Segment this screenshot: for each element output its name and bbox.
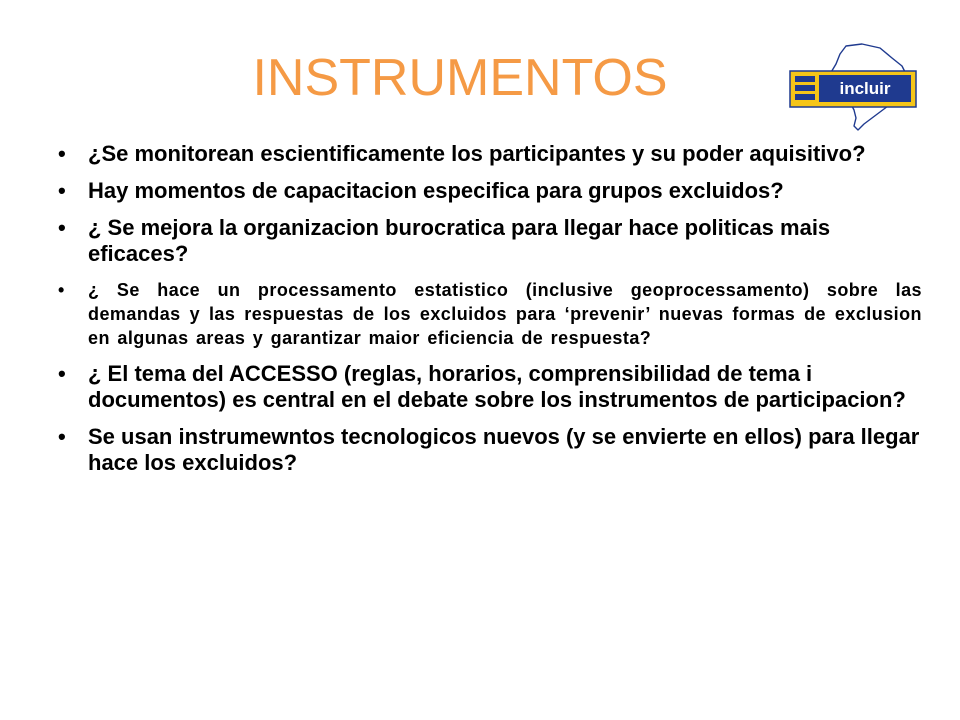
bullet-text: ¿Se monitorean escientificamente los participantes y su poder aquisitivo? xyxy=(88,141,866,166)
bullet-item xyxy=(52,361,922,413)
south-america-map-icon xyxy=(784,40,924,135)
bullet-dot: • xyxy=(58,424,66,449)
bullet-dot: • xyxy=(58,141,66,166)
bullet-text: ¿ Se hace un processamento estatistico (inclusive geoprocessamento) sobre las demandas y las respuestas de los excluidos para ‘prevenir’ nuevas formas de exclusion en algunas areas y garantizar maior eficiencia de respuesta? xyxy=(88,280,922,348)
bullet-text: ¿ El tema del ACCESSO (reglas, horarios, comprensibilidad de tema i documentos) es central en el debate sobre los instrumentos de participacion? xyxy=(88,361,906,412)
slide-title: INSTRUMENTOS xyxy=(252,49,668,107)
bullet-text: ¿ Se mejora la organizacion burocratica para llegar hace politicas mais eficaces? xyxy=(88,215,831,266)
bullet-dot: • xyxy=(58,178,66,203)
bullet-item xyxy=(52,278,922,350)
bullet-item xyxy=(52,424,922,476)
bullet-item xyxy=(52,141,922,167)
bullet-dot: • xyxy=(58,215,66,240)
bullet-dot: • xyxy=(58,361,66,386)
bullet-text: Hay momentos de capacitacion especifica para grupos excluidos? xyxy=(88,178,784,203)
bullet-item xyxy=(52,215,922,267)
incluir-logo xyxy=(784,40,924,135)
bullet-text: Se usan instrumewntos tecnologicos nuevos (y se envierte en ellos) para llegar hace los excluidos? xyxy=(88,424,920,475)
bullet-list xyxy=(52,141,922,487)
bullet-dot: • xyxy=(58,280,65,300)
logo-text: incluir xyxy=(839,79,891,98)
bullet-item xyxy=(52,178,922,204)
